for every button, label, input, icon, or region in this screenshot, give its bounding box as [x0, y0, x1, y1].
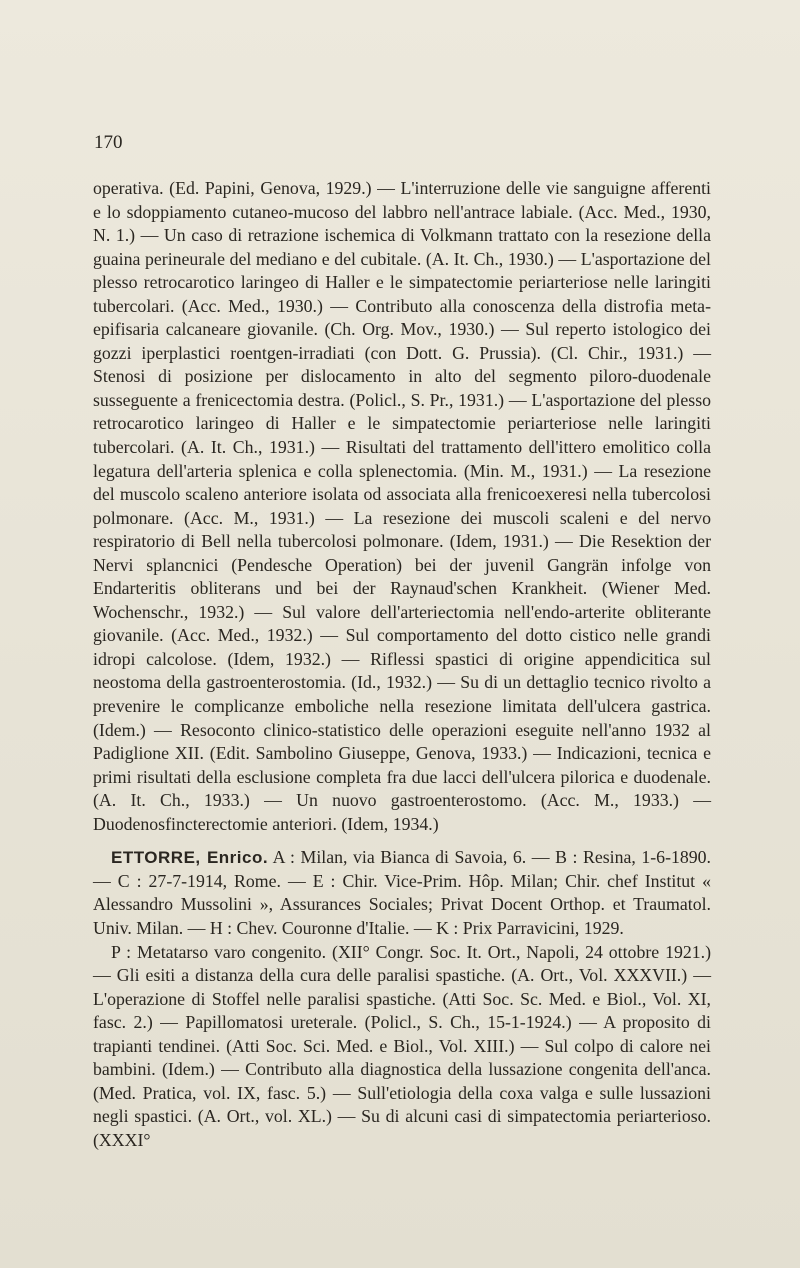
entry-biography: A : Milan, via Bianca di Savoia, 6. — B : Resina, 1-6-1890. — C : 27-7-1914, Rome. — E : Chir. Vice-Prim. Hôp. Milan; Chir. chef Institut « Alessandro Mussolini », Assurances Sociales; Privat Docent Orthop. et Traumatol. Univ. Milan. — H : Chev. Couronne d'Italie. — K : Prix Parravicini, 1929. — [93, 847, 711, 938]
publications-paragraph: P : Metatarso varo congenito. (XII° Congr. Soc. It. Ort., Napoli, 24 ottobre 1921.) — Gli esiti a distanza della cura delle paralisi spastiche. (A. Ort., Vol. XXXVII.) — L'operazione di Stoffel nelle paralisi spastiche. (Atti Soc. Sc. Med. e Biol., Vol. XI, fasc. 2.) — Papillomatosi ureterale. (Policl., S. Ch., 15-1-1924.) — A proposito di trapianti tendinei. (Atti Soc. Sci. Med. e Biol., Vol. XIII.) — Sul colpo di calore nei bambini. (Idem.) — Contributo alla diagnostica della lussazione congenita dell'anca. (Med. Pratica, vol. IX, fasc. 5.) — Sull'etiologia della coxa valga e sulle lussazioni negli spastici. (A. Ort., vol. XL.) — Su di alcuni casi di simpatectomia periarterioso. (XXXI° — [93, 941, 711, 1150]
biography-entry — [93, 846, 711, 940]
text-column — [93, 177, 711, 1152]
continuation-paragraph: operativa. (Ed. Papini, Genova, 1929.) — L'interruzione delle vie sanguigne afferenti e lo sdoppiamento cutaneo-mucoso del labbro nell'antrace labiale. (Acc. Med., 1930, N. 1.) — Un caso di retrazione ischemica di Volkmann trattato con la resezione della guaina perineurale del mediano e del cubitale. (A. It. Ch., 1930.) — L'asportazione del plesso retrocarotico laringeo di Haller e le simpatectomie periarteriose nelle laringiti tubercolari. (Acc. Med., 1930.) — Contributo alla conoscenza della distrofia meta-epifisaria calcaneare giovanile. (Ch. Org. Mov., 1930.) — Sul reperto istologico dei gozzi iperplastici roentgen-irradiati (con Dott. G. Prussia). (Cl. Chir., 1931.) — Stenosi di posizione per dislocamento in alto del segmento piloro-duodenale susseguente a frenicectomia destra. (Policl., S. Pr., 1931.) — L'asportazione del plesso retrocarotico laringeo di Haller e le simpatectomie periarteriose nelle laringiti tubercolari. (A. It. Ch., 1931.) — Risultati del trattamento dell'ittero emolitico colla legatura dell'arteria splenica e colla splenectomia. (Min. M., 1931.) — La resezione del muscolo scaleno anteriore isolata od associata alla frenicoexeresi nella tubercolosi polmonare. (Acc. M., 1931.) — La resezione dei muscoli scaleni e del nervo respiratorio di Bell nella tubercolosi polmonare. (Idem, 1931.) — Die Resektion der Nervi splancnici (Pendesche Operation) bei der juvenil Gangrän infolge von Endarteritis obliterans und bei der Raynaud'schen Krankheit. (Wiener Med. Wochenschr., 1932.) — Sul valore dell'arteriectomia nell'endo-arterite obliterante giovanile. (Acc. Med., 1932.) — Sul comportamento del dotto cistico nelle grandi idropi calcolose. (Idem, 1932.) — Riflessi spastici di origine appendicitica sul neostoma della gastroenterostomia. (Id., 1932.) — Su di un dettaglio tecnico rivolto a prevenire le complicanze emboliche nella resezione limitata dell'ulcera gastrica. (Idem.) — Resoconto clinico-statistico delle operazioni eseguite nell'anno 1932 al Padiglione XII. (Edit. Sambolino Giuseppe, Genova, 1933.) — Indicazioni, tecnica e primi risultati della esclusione completa fra due lacci dell'ulcera pilorica e duodenale. (A. It. Ch., 1933.) — Un nuovo gastroenterostomo. (Acc. M., 1933.) — Duodenosfincterectomie anteriori. (Idem, 1934.) — [93, 178, 711, 834]
entry-name: ETTORRE, Enrico. — [111, 848, 269, 868]
page-number: 170 — [94, 132, 123, 153]
